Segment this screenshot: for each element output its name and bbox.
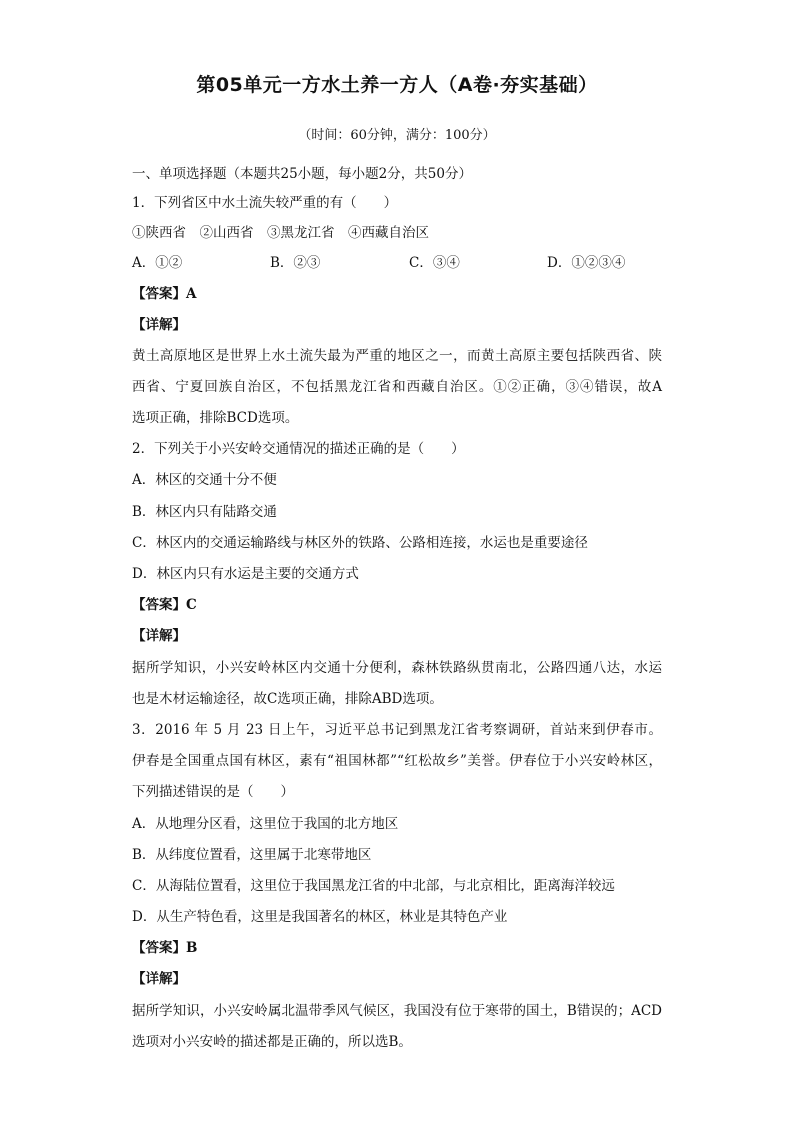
question-3-option-a: A．从地理分区看，这里位于我国的北方地区 [132, 816, 399, 832]
question-2-option-d: D．林区内只有水运是主要的交通方式 [132, 566, 359, 582]
question-3-answer: 【答案】B [132, 940, 198, 956]
question-2-answer: 【答案】C [132, 597, 197, 613]
question-1-stem: 1．下列省区中水土流失较严重的有（ ） [132, 195, 398, 211]
question-3-stem-line: 3．2016 年 5 月 23 日上午，习近平总书记到黑龙江省考察调研，首站来到伊春市。 [132, 722, 662, 738]
question-3-option-b: B．从纬度位置看，这里属于北寒带地区 [132, 847, 372, 863]
question-1-explain-line: 西省、宁夏回族自治区，不包括黑龙江省和西藏自治区。①②正确，③④错误，故A [132, 379, 662, 395]
question-2-option-c: C．林区内的交通运输路线与林区外的铁路、公路相连接，水运也是重要途径 [132, 535, 588, 551]
question-1-detail-label: 【详解】 [132, 317, 186, 333]
question-3-explain-line: 选项对小兴安岭的描述都是正确的，所以选B。 [132, 1034, 412, 1050]
section-heading: 一、单项选择题（本题共25小题，每小题2分，共50分） [132, 166, 472, 182]
question-1-option-a: A．①② [132, 255, 183, 271]
question-2-explain-line: 也是木材运输途径，故C选项正确，排除ABD选项。 [132, 691, 443, 707]
question-2-explain-line: 据所学知识，小兴安岭林区内交通十分便利，森林铁路纵贯南北，公路四通八达，水运 [132, 660, 662, 676]
question-2-stem: 2．下列关于小兴安岭交通情况的描述正确的是（ ） [132, 441, 465, 457]
question-3-option-c: C．从海陆位置看，这里位于我国黑龙江省的中北部，与北京相比，距离海洋较远 [132, 878, 615, 894]
question-3-option-d: D．从生产特色看，这里是我国著名的林区，林业是其特色产业 [132, 909, 508, 925]
document-title: 第05单元一方水土养一方人（A卷·夯实基础） [196, 74, 598, 96]
question-1-explain-line: 选项正确，排除BCD选项。 [132, 410, 299, 426]
question-3-stem-line: 下列描述错误的是（ ） [132, 784, 294, 800]
question-2-option-b: B．林区内只有陆路交通 [132, 504, 277, 520]
question-2-option-a: A．林区的交通十分不便 [132, 472, 277, 488]
document-subtitle: （时间：60分钟，满分：100分） [298, 128, 496, 143]
question-1-answer: 【答案】A [132, 286, 197, 302]
question-1-option-b: B．②③ [270, 255, 321, 271]
question-1-explain-line: 黄土高原地区是世界上水土流失最为严重的地区之一，而黄土高原主要包括陕西省、陕 [132, 348, 662, 364]
question-1-items: ①陕西省 ②山西省 ③黑龙江省 ④西藏自治区 [132, 225, 429, 241]
question-3-stem-line: 伊春是全国重点国有林区，素有“祖国林都”“红松故乡”美誉。伊春位于小兴安岭林区， [132, 753, 662, 769]
question-3-explain-line: 据所学知识，小兴安岭属北温带季风气候区，我国没有位于寒带的国土，B错误的；ACD [132, 1003, 662, 1019]
question-2-detail-label: 【详解】 [132, 628, 186, 644]
question-3-detail-label: 【详解】 [132, 971, 186, 987]
question-1-option-c: C．③④ [409, 255, 460, 271]
question-1-option-d: D．①②③④ [547, 255, 626, 271]
